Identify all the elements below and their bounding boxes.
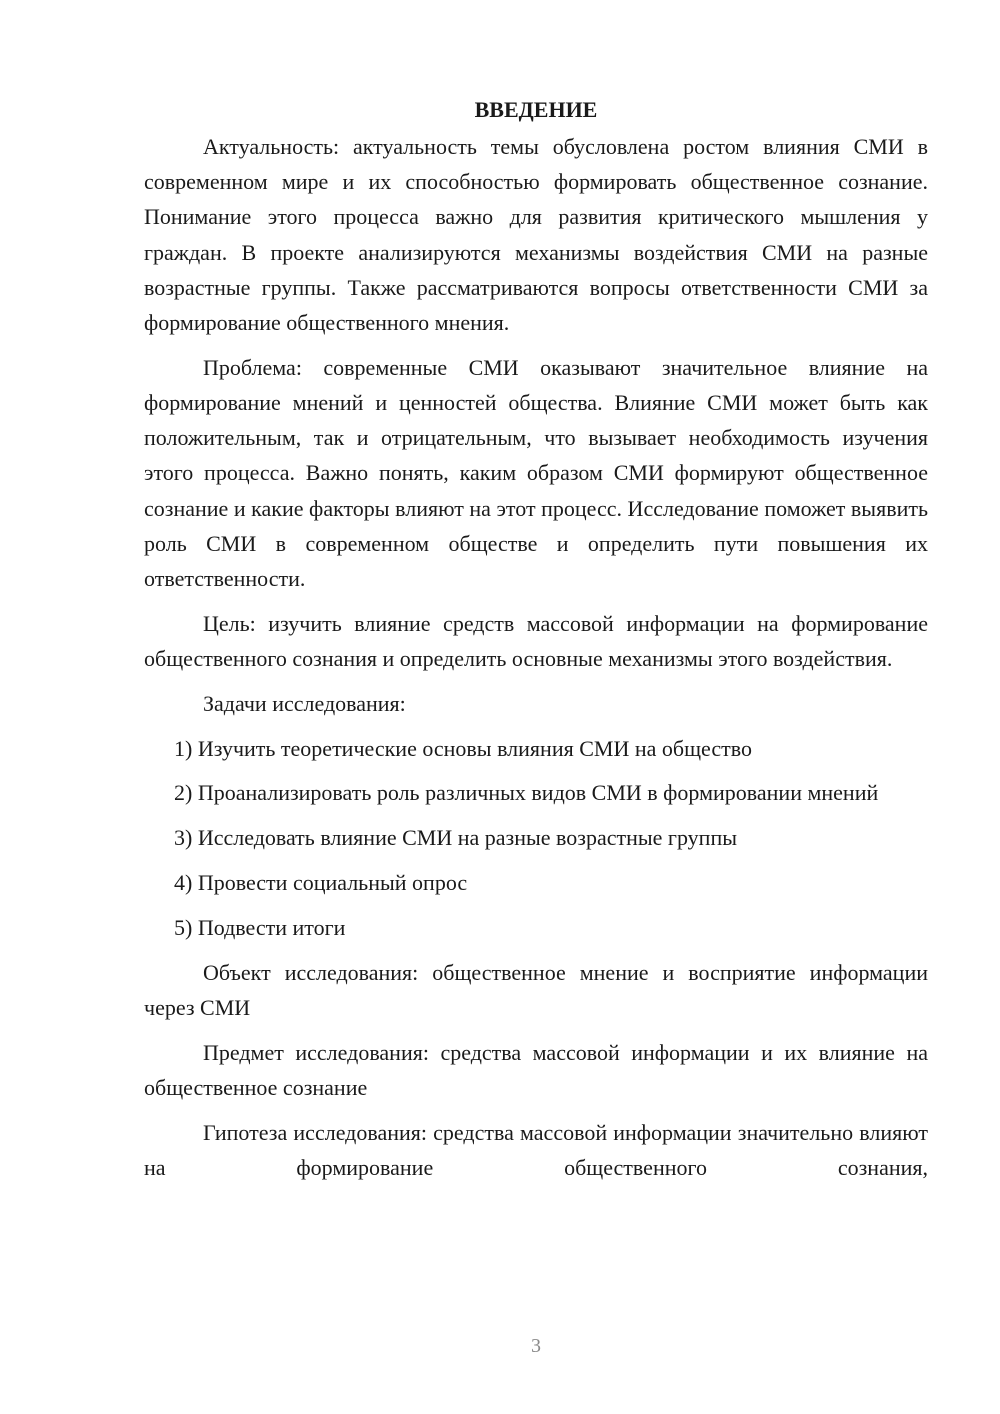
task-item: 1) Изучить теоретические основы влияния СМИ на общество [174,735,752,761]
subject-paragraph: Предмет исследования: средства массовой информации и их влияние на общественное сознание [144,1039,928,1100]
task-item: 5) Подвести итоги [174,914,346,940]
relevance-paragraph: Актуальность: актуальность темы обусловлена ростом влияния СМИ в современном мире и их способностью формировать общественное сознание. Понимание этого процесса важно для развития критического мышления у граждан. В проекте анализируются механизмы воздействия СМИ на разные возрастные группы. Также рассматриваются вопросы ответственности СМИ за формирование общественного мнения. [144,134,928,336]
object-paragraph: Объект исследования: общественное мнение и восприятие информации через СМИ [144,959,928,1020]
hypothesis-paragraph: Гипотеза исследования: средства массовой информации значительно влияют на формирование общественного сознания, [144,1119,928,1180]
page-title: ВВЕДЕНИЕ [474,97,598,122]
task-item: 3) Исследовать влияние СМИ на разные возрастные группы [174,825,737,851]
problem-paragraph: Проблема: современные СМИ оказывают значительное влияние на формирование мнений и ценностей общества. Влияние СМИ может быть как положительным, так и отрицательным, что вызывает необходимость изучения этого процесса. Важно понять, каким образом СМИ формируют общественное сознание и какие факторы влияют на этот процесс. Исследование поможет выявить роль СМИ в современном обществе и определить пути повышения их ответственности. [144,354,928,592]
task-item: 2) Проанализировать роль различных видов СМИ в формировании мнений [174,780,879,806]
goal-paragraph: Цель: изучить влияние средств массовой информации на формирование общественного сознания и определить основные механизмы этого воздействия. [144,610,928,672]
tasks-heading: Задачи исследования: [203,690,406,716]
task-item: 4) Провести социальный опрос [174,870,468,896]
document-page [144,92,928,1185]
page-number: 3 [531,1335,541,1357]
